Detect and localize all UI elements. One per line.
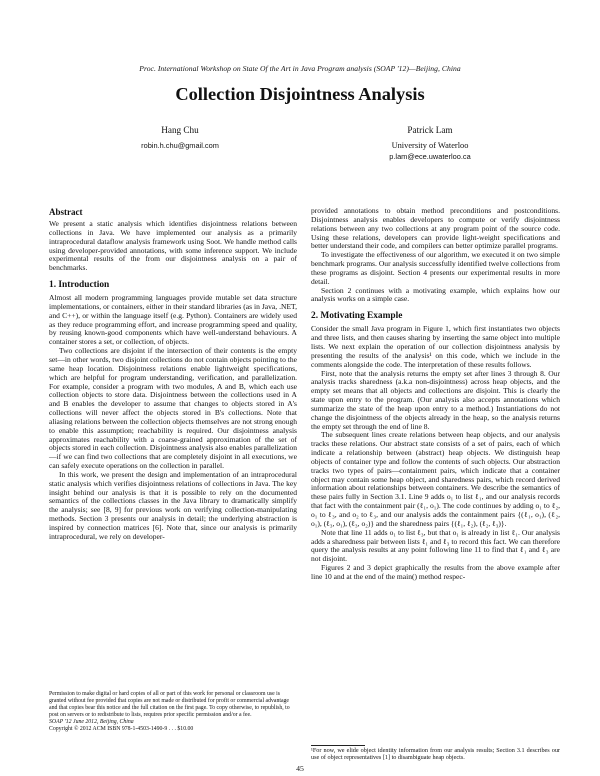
abstract-heading: Abstract [49,207,83,217]
conference-line: SOAP '12 June 2012, Beijing, China [49,719,134,725]
motivating-paragraph-3: The subsequent lines create relations between heap objects, and our analysis tracks these relations. Our abstract state consists of a set of pairs, each of which indicate a relationship between (abstract) heap objects. We distinguish heap objects of container type and follow the contents of such objects. Our abstraction tracks two types of pairs—containment pairs, which indicate that a container object may contain some heap object, and sharedness pairs, which record derived information about relationships between containers. We describe the semantics of these pairs fully in Section 3.1. Line 9 adds o₁ to list ℓ₁, and our analysis records that fact with the containment pair (ℓ₁, o₁). The code continues by adding o₁ to ℓ₂, o₁ to ℓ₃, and o₂ to ℓ₃, and our analysis adds the containment pairs {(ℓ₁, o₁), (ℓ₂, o₁), (ℓ₃, o₁), (ℓ₃, o₂)} and the sharedness pairs {(ℓ₁, ℓ₂), (ℓ₂, ℓ₃)}. [311,430,560,528]
footnote-divider [311,745,365,746]
venue-line: Proc. International Workshop on State Of the Art in Java Program analysis (SOAP '12)—Beijing, China [139,64,461,73]
author-name: Patrick Lam [407,125,453,135]
intro-paragraph-1: Almost all modern programming languages provide mutable set data structure implementations, or containers, either in their standard libraries (as in Java, .NET, and C++), or within the language itself (e.g. Python). Containers are widely used as they reduce programming effort, and increase programming speed and quality, by reusing known-good components which have well-understand behaviours. A container stores a set, or collection, of objects. [49,293,297,347]
intro-paragraph-2: Two collections are disjoint if the intersection of their contents is the empty set—in other words, two disjoint collections do not contain objects pointing to the same heap location. Disjointness relations enable lightweight specifications, which are helpful for program understanding, verification, and parallelization. For example, consider a program with two modules, A and B, which each use collection objects to store data. Disjointness between the collections used in A and B enables the developer to assume that changes to objects stored in A's collections will never affect the objects stored in B's collections. Note that aliasing relations between the collection objects themselves are not strong enough to enable this assumption; reachability is required. Our disjointness analysis approximates reachability with a coarse-grained approximation of the set of objects stored in each collection. Disjointness analysis also enables parallelization—if we can find two collections that are completely disjoint in all executions, we can safely execute operations on the collection in parallel. [49,346,297,471]
motivating-paragraph-5: Figures 2 and 3 depict graphically the results from the above example after line 10 and at the end of the main() method respec- [311,563,560,581]
author-email: robin.h.chu@gmail.com [141,141,219,150]
right-paragraph-2: To investigate the effectiveness of our algorithm, we executed it on two simple benchmark programs. Our analysis successfully identified twelve collections from these programs as disjoint. Section 4 presents our experimental results in more detail. [311,250,560,286]
right-paragraph-3: Section 2 continues with a motivating example, which explains how our analysis works on a simple case. [311,285,560,304]
intro-paragraph-3: In this work, we present the design and implementation of an intraprocedural static analysis which verifies disjointness relations of collections in Java. The key insight behind our analysis is that it is possible to rely on the documented semantics of the collections classes in the Java library to dramatically simplify the analysis; see [8, 9] for previous work on verifying collection-manipulating methods. Section 3 presents our analysis in detail; the underlying abstraction is inspired by connection matrices [6]. Note that, since our analysis is primarily intraprocedural, we rely on developer- [49,469,297,541]
motivating-paragraph-4: Note that line 11 adds o₁ to list ℓ₃, but that o₁ is already in list ℓ₁. Our analysis adds a sharedness pair between lists ℓ₁ and ℓ₃ to record this fact. We can therefore query the analysis results at any point following line 11 to find that ℓ₁ and ℓ₃ are not disjoint. [311,527,560,564]
author-block-1 [100,125,260,151]
motivating-paragraph-1: Consider the small Java program in Figure 1, which first instantiates two objects and three lists, and then causes sharing by inserting the same object into multiple lists. We next explain the operation of our collection disjointness analysis by presenting the results of the analysis¹ on this code, which we include in the comments alongside the code. The interpretation of these results follows. [311,324,560,369]
author-affiliation: University of Waterloo [391,141,469,150]
section-heading-introduction: 1. Introduction [49,280,110,291]
author-email: p.lam@ece.uwaterloo.ca [389,152,471,161]
permission-text: Permission to make digital or hard copies of all or part of this work for personal or classroom use is granted without fee provided that copies are not made or distributed for profit or commercial advantage and that copies bear this notice and the full citation on the first page. To copy otherwise, to republish, to post on servers or to redistribute to lists, requires prior specific permission and/or a fee. [49,691,290,718]
right-column [311,207,560,582]
right-paragraph-1: provided annotations to obtain method preconditions and postconditions. Disjointness analysis enables developers to compute or verify disjointness relations between any two collections at any program point of the source code. Using these relations, developers can provide light-weight specifications and better understand their code, and compilers can better optimize parallel programs. [311,206,560,251]
copyright-line: Copyright © 2012 ACM ISBN 978-1-4503-1490-9 . . . $10.00 [49,726,194,732]
footnote: ¹For now, we elide object identity information from our analysis results; Section 3.1 describes our use of object representatives [1] to disambiguate heap objects. [311,747,560,762]
abstract-text: We present a static analysis which identifies disjointness relations between collections in Java. We have implemented our analysis as a primarily intraprocedural dataflow analysis framework using Soot. We handle method calls using developer-provided annotations, with some inference support. We include experimental results of the from our disjointness analysis on a pair of benchmarks. [49,219,297,273]
page-number: 45 [296,764,304,773]
author-block-2 [350,125,510,162]
motivating-paragraph-2: First, note that the analysis returns the empty set after lines 3 through 8. Our analysis tracks sharedness (a.k.a non-disjointness) across heap objects, and the empty set means that all objects and collections are disjoint. This is clearly the state upon entry to the program. (Our analysis also accepts annotations which summarize the state of the heap upon entry to a method.) Instantiations do not change the disjointness of the objects already in the heap, so the analysis returns the empty set through the end of line 8. [311,368,560,431]
paper-title: Collection Disjointness Analysis [175,84,425,104]
permission-notice [49,691,297,733]
author-name: Hang Chu [161,125,199,135]
left-column [49,207,297,542]
section-heading-motivating-example: 2. Motivating Example [311,311,403,322]
